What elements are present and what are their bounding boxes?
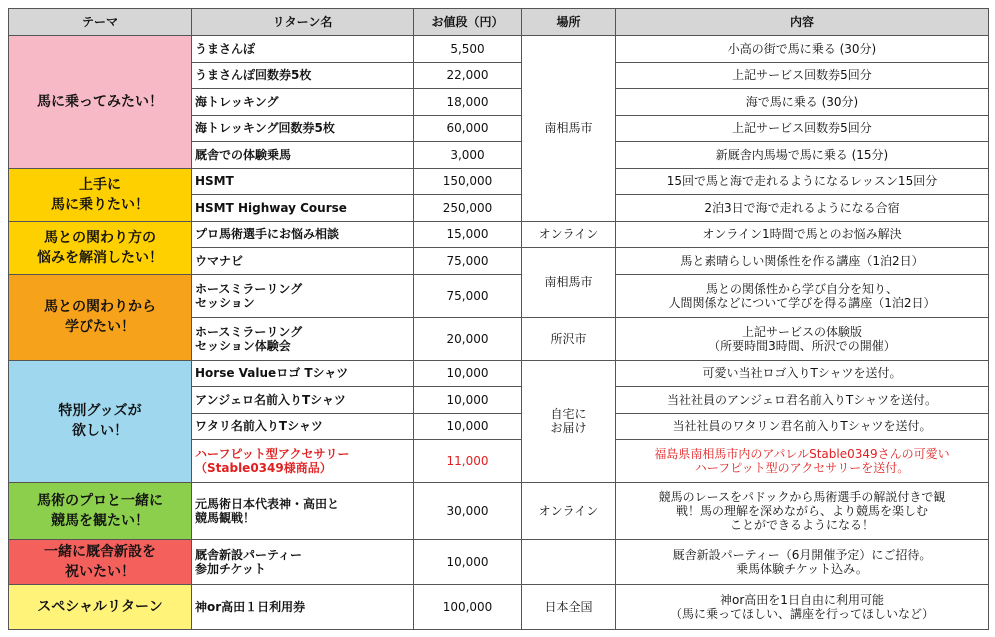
table-row xyxy=(9,360,989,387)
price-cell: 100,000 xyxy=(414,585,522,630)
theme-cell: 特別グッズが 欲しい！ xyxy=(9,360,192,482)
return-name-cell: 厩舎新設パーティー 参加チケット xyxy=(192,540,414,585)
table-row xyxy=(9,168,989,195)
place-cell: 所沢市 xyxy=(522,317,616,360)
content-cell: 当社社員のワタリン君名前入りTシャツを送付。 xyxy=(616,413,989,440)
price-cell: 10,000 xyxy=(414,360,522,387)
theme-cell: 馬術のプロと一緒に 競馬を観たい！ xyxy=(9,482,192,539)
content-cell: オンライン1時間で馬とのお悩み解決 xyxy=(616,221,989,248)
return-name-cell: ワタリ名前入りTシャツ xyxy=(192,413,414,440)
returns-table xyxy=(8,8,989,630)
place-cell: 自宅に お届け xyxy=(522,360,616,482)
theme-cell: 一緒に厩舎新設を 祝いたい！ xyxy=(9,540,192,585)
theme-cell: 馬との関わりから 学びたい！ xyxy=(9,274,192,360)
return-name-cell: 海トレッキング回数券5枚 xyxy=(192,115,414,142)
theme-cell: 上手に 馬に乗りたい！ xyxy=(9,168,192,221)
table-row xyxy=(9,482,989,539)
content-cell: 小高の街で馬に乗る (30分) xyxy=(616,36,989,63)
return-name-cell: うまさんぽ回数券5枚 xyxy=(192,62,414,89)
price-cell: 10,000 xyxy=(414,540,522,585)
theme-cell: スペシャルリターン xyxy=(9,585,192,630)
return-name-cell: 厩舎での体験乗馬 xyxy=(192,142,414,169)
price-cell: 10,000 xyxy=(414,413,522,440)
table-row xyxy=(9,585,989,630)
header-theme: テーマ xyxy=(9,9,192,36)
return-name-cell: 元馬術日本代表神・高田と 競馬観戦！ xyxy=(192,482,414,539)
content-cell: 競馬のレースをパドックから馬術選手の解説付きで観 戦！馬の理解を深めながら、より競馬を楽しむ ことができるようになる！ xyxy=(616,482,989,539)
content-cell: 15回で馬と海で走れるようになるレッスン15回分 xyxy=(616,168,989,195)
returns-table-wrapper xyxy=(8,8,988,630)
header-content: 内容 xyxy=(616,9,989,36)
content-cell: 可愛い当社ロゴ入りTシャツを送付。 xyxy=(616,360,989,387)
table-body xyxy=(9,36,989,630)
price-cell: 18,000 xyxy=(414,89,522,116)
header-price: お値段（円） xyxy=(414,9,522,36)
place-cell xyxy=(522,540,616,585)
content-cell: 上記サービス回数券5回分 xyxy=(616,115,989,142)
theme-cell: 馬に乗ってみたい！ xyxy=(9,36,192,169)
price-cell: 11,000 xyxy=(414,440,522,483)
content-cell: 当社社員のアンジェロ君名前入りTシャツを送付。 xyxy=(616,387,989,414)
price-cell: 22,000 xyxy=(414,62,522,89)
content-cell: 新厩舎内馬場で馬に乗る (15分) xyxy=(616,142,989,169)
table-row xyxy=(9,221,989,248)
price-cell: 10,000 xyxy=(414,387,522,414)
content-cell: 神or高田を1日自由に利用可能 （馬に乗ってほしい、講座を行ってほしいなど） xyxy=(616,585,989,630)
table-row xyxy=(9,274,989,317)
content-cell: 海で馬に乗る (30分) xyxy=(616,89,989,116)
table-row xyxy=(9,36,989,63)
return-name-cell: 神or高田１日利用券 xyxy=(192,585,414,630)
price-cell: 75,000 xyxy=(414,274,522,317)
content-cell: 福島県南相馬市内のアパレルStable0349さんの可愛い ハーフピット型のアクセサリーを送付。 xyxy=(616,440,989,483)
return-name-cell: Horse Valueロゴ Tシャツ xyxy=(192,360,414,387)
header-return-name: リターン名 xyxy=(192,9,414,36)
content-cell: 馬と素晴らしい関係性を作る講座（1泊2日） xyxy=(616,248,989,275)
return-name-cell: ハーフピット型アクセサリー （Stable0349様商品） xyxy=(192,440,414,483)
price-cell: 15,000 xyxy=(414,221,522,248)
header-row xyxy=(9,9,989,36)
return-name-cell: プロ馬術選手にお悩み相談 xyxy=(192,221,414,248)
price-cell: 250,000 xyxy=(414,195,522,222)
price-cell: 5,500 xyxy=(414,36,522,63)
price-cell: 150,000 xyxy=(414,168,522,195)
place-cell: オンライン xyxy=(522,482,616,539)
header-place: 場所 xyxy=(522,9,616,36)
content-cell: 2泊3日で海で走れるようになる合宿 xyxy=(616,195,989,222)
return-name-cell: 海トレッキング xyxy=(192,89,414,116)
price-cell: 3,000 xyxy=(414,142,522,169)
return-name-cell: うまさんぽ xyxy=(192,36,414,63)
table-row xyxy=(9,540,989,585)
return-name-cell: ホースミラーリング セッション xyxy=(192,274,414,317)
content-cell: 馬との関係性から学び自分を知り、 人間関係などについて学びを得る講座（1泊2日） xyxy=(616,274,989,317)
place-cell: 南相馬市 xyxy=(522,248,616,317)
return-name-cell: ウマナビ xyxy=(192,248,414,275)
return-name-cell: アンジェロ名前入りTシャツ xyxy=(192,387,414,414)
place-cell: オンライン xyxy=(522,221,616,248)
theme-cell: 馬との関わり方の 悩みを解消したい！ xyxy=(9,221,192,274)
return-name-cell: HSMT xyxy=(192,168,414,195)
price-cell: 30,000 xyxy=(414,482,522,539)
price-cell: 75,000 xyxy=(414,248,522,275)
place-cell: 日本全国 xyxy=(522,585,616,630)
return-name-cell: HSMT Highway Course xyxy=(192,195,414,222)
content-cell: 上記サービスの体験版 （所要時間3時間、所沢での開催） xyxy=(616,317,989,360)
content-cell: 厩舎新設パーティー（6月開催予定）にご招待。 乗馬体験チケット込み。 xyxy=(616,540,989,585)
price-cell: 20,000 xyxy=(414,317,522,360)
return-name-cell: ホースミラーリング セッション体験会 xyxy=(192,317,414,360)
content-cell: 上記サービス回数券5回分 xyxy=(616,62,989,89)
price-cell: 60,000 xyxy=(414,115,522,142)
place-cell: 南相馬市 xyxy=(522,36,616,222)
